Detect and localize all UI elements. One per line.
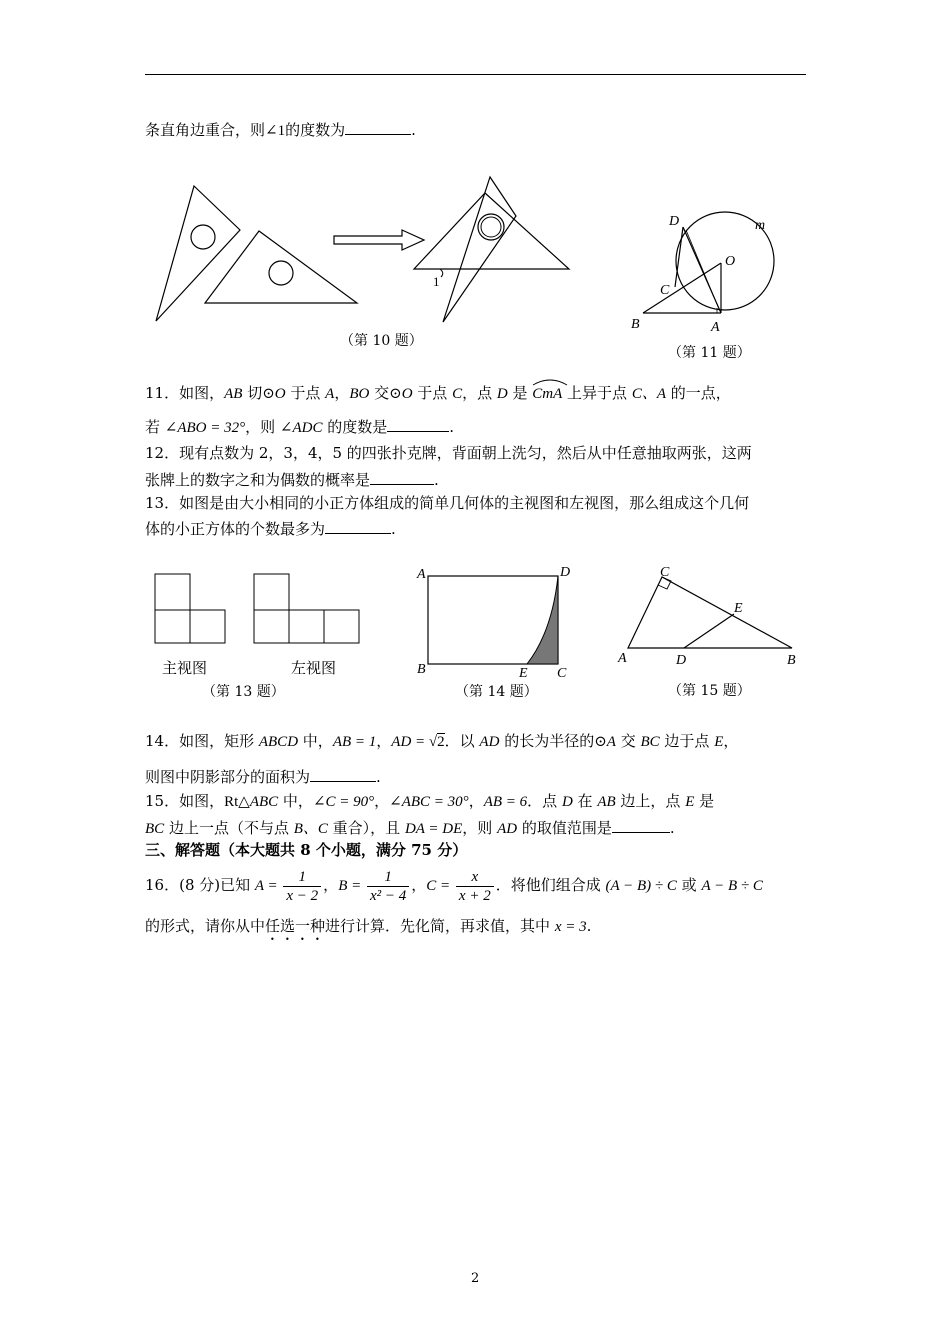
svg-text:A: A [618, 651, 627, 666]
svg-text:D: D [669, 214, 680, 229]
angle-1-label: 1 [433, 274, 440, 289]
q13-line1: 13．如图是由大小相同的小正方体组成的简单几何体的主视图和左视图，那么组成这个几何 [145, 494, 750, 512]
figure-14 [412, 562, 577, 680]
svg-text:A: A [417, 567, 426, 582]
svg-text:E: E [734, 601, 743, 616]
fig11-caption: （第 11 题） [668, 345, 751, 361]
svg-text:B: B [631, 317, 640, 332]
fig14-caption: （第 14 题） [455, 684, 538, 700]
fig15-caption: （第 15 题） [668, 683, 751, 699]
q14-line2: 则图中阴影部分的面积为 . [145, 765, 381, 787]
q11-line2: 若 ∠ABO = 32°，则 ∠ADC 的度数是 . [145, 415, 454, 438]
q16-line2: 的形式，请你从中任选一种进行计算．先化简，再求值，其中 x = 3. [145, 917, 592, 935]
svg-text:E: E [519, 666, 528, 680]
svg-text:C: C [660, 283, 670, 298]
arrow-icon [334, 230, 424, 250]
svg-text:m: m [755, 218, 766, 233]
q12-line1: 12．现有点数为 2，3，4，5 的四张扑克牌，背面朝上洗匀，然后从中任意抽取两张，这两 [145, 444, 752, 462]
figure-15 [612, 562, 807, 670]
svg-text:B: B [417, 662, 426, 677]
svg-text:O: O [725, 254, 736, 269]
q15-line1: 15．如图，Rt△ABC 中，∠C = 90°，∠ABC = 30°，AB = 6．点 D 在 AB 边上，点 E 是 [145, 792, 715, 810]
q13-line2: 体的小正方体的个数最多为 . [145, 517, 396, 539]
figure-13 [150, 570, 365, 650]
q12-line2: 张牌上的数字之和为偶数的概率是 . [145, 468, 439, 490]
svg-text:D: D [676, 653, 687, 668]
q16-line1: 16．(8 分)已知 A = $\frac{1}{x - 2}$ ，B = $\frac{1}{\text{x² − 4}}$ ，C = $\frac{x}{x + 2}$ ．将他们组合成 (A − B) ÷ C 或 A − B ÷ C [145, 868, 763, 904]
fig10-caption: （第 10 题） [340, 333, 423, 349]
svg-text:C: C [660, 565, 670, 580]
svg-text:B: B [787, 653, 796, 668]
shaded-region [527, 576, 558, 664]
page-number: 2 [471, 1271, 480, 1286]
fig13-left-label: 左视图 [291, 659, 337, 677]
q14-line1: 14．如图，矩形 ABCD 中，AB = 1，AD = √2．以 AD 的长为半径的⊙A 交 BC 边于点 E， [145, 732, 739, 750]
fig13-main-label: 主视图 [162, 659, 208, 677]
set-square-1 [156, 186, 240, 321]
figure-11 [625, 205, 795, 345]
header-rule [145, 74, 806, 75]
figure-10 [150, 172, 580, 327]
q11-line1: 11．如图，AB 切⊙O 于点 A，BO 交⊙O 于点 C，点 D 是 CmA 上异于点 C、A 的一点， [145, 383, 731, 404]
q15-line2: BC 边上一点（不与点 B、C 重合），且 DA = DE，则 AD 的取值范围是 . [145, 816, 675, 839]
svg-text:A: A [711, 320, 720, 335]
q10-tail: 条直角边重合，则∠1的度数为 . [145, 118, 416, 141]
arc-cma: CmA [532, 384, 562, 404]
svg-text:D: D [560, 565, 571, 580]
fig13-caption: （第 13 题） [202, 684, 285, 700]
svg-text:C: C [557, 666, 567, 680]
section-3-heading: 三、解答题（本大题共 8 个小题，满分 75 分） [145, 841, 468, 859]
